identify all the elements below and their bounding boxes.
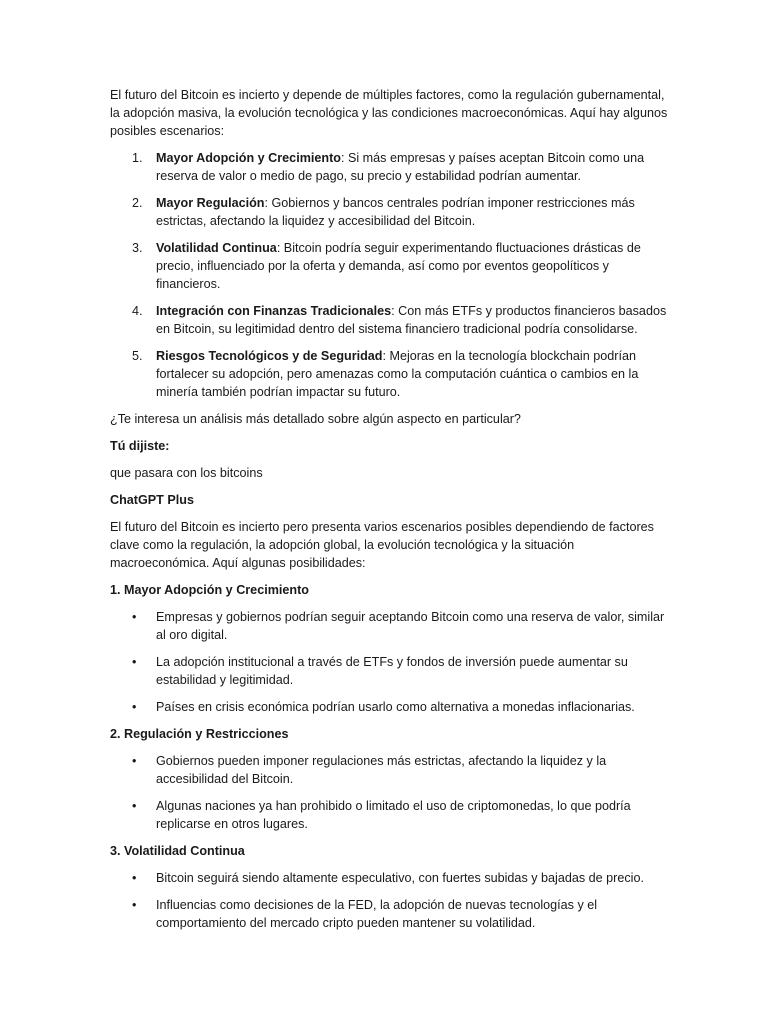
bullet-icon: • [132, 871, 137, 885]
user-label: Tú dijiste: [110, 439, 170, 453]
scenario-text: : Si más empresas y países aceptan Bitcoin como una reserva de valor o medio de pago, su precio y estabilidad podrían aumentar. [156, 151, 645, 183]
scenario-title: Mayor Regulación [156, 196, 265, 210]
bullet-item [110, 653, 670, 689]
scenario-title: Riesgos Tecnológicos y de Seguridad [156, 349, 383, 363]
section-heading: 3. Volatilidad Continua [110, 844, 245, 858]
user-message: que pasara con los bitcoins [110, 466, 263, 480]
section-bullets [110, 869, 670, 932]
bullet-icon: • [132, 700, 137, 714]
scenario-number: 3. [132, 241, 143, 255]
scenario-text: : Con más ETFs y productos financieros basados en Bitcoin, su legitimidad dentro del sistema financiero tradicional podría consolidarse. [156, 304, 667, 336]
scenario-item [110, 347, 670, 401]
bullet-text: Algunas naciones ya han prohibido o limitado el uso de criptomonedas, lo que podría replicarse en otros lugares. [156, 799, 631, 831]
section-heading: 2. Regulación y Restricciones [110, 727, 289, 741]
bullet-text: Bitcoin seguirá siendo altamente especulativo, con fuertes subidas y bajadas de precio. [156, 871, 644, 885]
bullet-text: Influencias como decisiones de la FED, la adopción de nuevas tecnologías y el comportamiento del mercado cripto pueden mantener su volatilidad. [156, 898, 598, 930]
bullet-item [110, 698, 670, 716]
scenario-number: 1. [132, 151, 143, 165]
scenario-item [110, 302, 670, 338]
scenario-title: Mayor Adopción y Crecimiento [156, 151, 341, 165]
bullet-icon: • [132, 610, 137, 624]
bullet-item [110, 797, 670, 833]
bullet-icon: • [132, 754, 137, 768]
scenario-text: : Bitcoin podría seguir experimentando fluctuaciones drásticas de precio, influenciado por la oferta y demanda, así como por eventos geopolíticos y financieros. [156, 241, 641, 291]
bullet-item [110, 608, 670, 644]
bullet-icon: • [132, 898, 137, 912]
answer-intro: El futuro del Bitcoin es incierto pero presenta varios escenarios posibles dependiendo de factores clave como la regulación, la adopción global, la evolución tecnológica y la situación macroeconómica. Aquí algunas posibilidades: [110, 520, 654, 570]
followup-question: ¿Te interesa un análisis más detallado sobre algún aspecto en particular? [110, 412, 521, 426]
scenario-number: 4. [132, 304, 143, 318]
bullet-item [110, 896, 670, 932]
bullet-text: Empresas y gobiernos podrían seguir aceptando Bitcoin como una reserva de valor, similar al oro digital. [156, 610, 665, 642]
bullet-text: La adopción institucional a través de ETFs y fondos de inversión puede aumentar su estabilidad y legitimidad. [156, 655, 628, 687]
scenario-text: : Gobiernos y bancos centrales podrían imponer restricciones más estrictas, afectando la liquidez y accesibilidad del Bitcoin. [156, 196, 635, 228]
section-bullets [110, 752, 670, 833]
scenario-title: Integración con Finanzas Tradicionales [156, 304, 392, 318]
section-bullets [110, 608, 670, 716]
scenario-item [110, 239, 670, 293]
scenario-text: : Mejoras en la tecnología blockchain podrían fortalecer su adopción, pero amenazas como la computación cuántica o cambios en la minería también podrían impactar su futuro. [156, 349, 639, 399]
assistant-label: ChatGPT Plus [110, 493, 194, 507]
bullet-item [110, 869, 670, 887]
document-body [110, 86, 670, 941]
scenarios-list [110, 149, 670, 401]
bullet-text: Gobiernos pueden imponer regulaciones más estrictas, afectando la liquidez y la accesibilidad del Bitcoin. [156, 754, 607, 786]
intro-paragraph: El futuro del Bitcoin es incierto y depende de múltiples factores, como la regulación gubernamental, la adopción masiva, la evolución tecnológica y las condiciones macroeconómicas. Aquí hay algunos posibles escenarios: [110, 88, 668, 138]
section-heading: 1. Mayor Adopción y Crecimiento [110, 583, 309, 597]
scenario-title: Volatilidad Continua [156, 241, 277, 255]
scenario-item [110, 194, 670, 230]
bullet-icon: • [132, 655, 137, 669]
scenario-number: 5. [132, 349, 143, 363]
scenario-number: 2. [132, 196, 143, 210]
bullet-icon: • [132, 799, 137, 813]
bullet-text: Países en crisis económica podrían usarlo como alternativa a monedas inflacionarias. [156, 700, 635, 714]
scenario-item [110, 149, 670, 185]
bullet-item [110, 752, 670, 788]
